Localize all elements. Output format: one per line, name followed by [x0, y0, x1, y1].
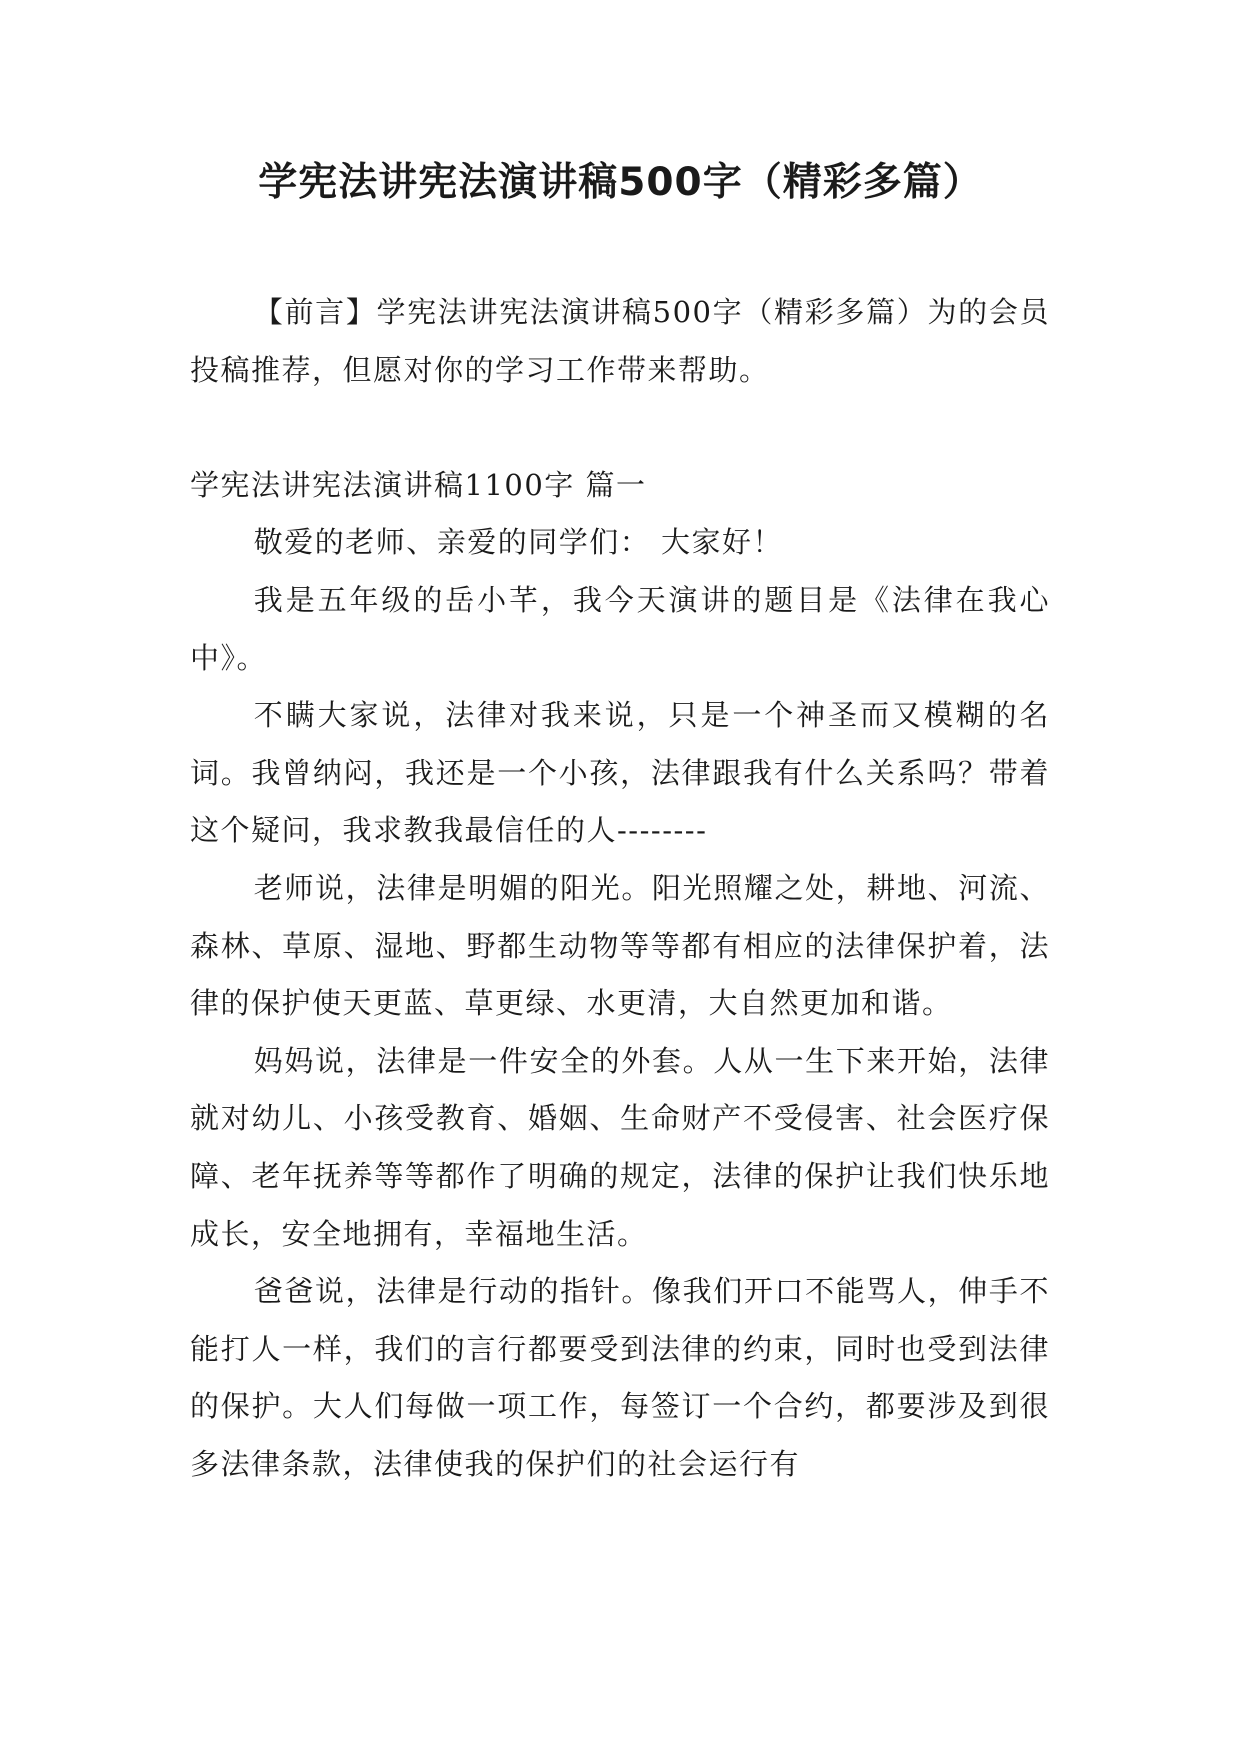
- body-paragraph-intro: 我是五年级的岳小芊，我今天演讲的题目是《法律在我心中》。: [190, 582, 1050, 675]
- body-paragraph-teacher: 老师说，法律是明媚的阳光。阳光照耀之处，耕地、河流、森林、草原、湿地、野都生动物等等都有相应的法律保护着，法律的保护使天更蓝、草更绿、水更清，大自然更加和谐。: [190, 870, 1050, 1021]
- body-paragraph-greeting: 敬爱的老师、亲爱的同学们： 大家好！: [253, 525, 784, 560]
- body-paragraph-mother: 妈妈说，法律是一件安全的外套。人从一生下来开始，法律就对幼儿、小孩受教育、婚姻、生命财产不受侵害、社会医疗保障、老年抚养等等都作了明确的规定，法律的保护让我们快乐地成长，安全地拥有，幸福地生活。: [190, 1043, 1050, 1251]
- preface-paragraph: 【前言】学宪法讲宪法演讲稿500字（精彩多篇）为的会员投稿推荐，但愿对你的学习工作带来帮助。: [190, 295, 1050, 387]
- document-body: [190, 284, 1050, 1493]
- section-heading: 学宪法讲宪法演讲稿1100字 篇一: [190, 467, 647, 502]
- body-paragraph-father: 爸爸说，法律是行动的指针。像我们开口不能骂人，伸手不能打人一样，我们的言行都要受到法律的约束，同时也受到法律的保护。大人们每做一项工作，每签订一个合约，都要涉及到很多法律条款，法律使我的保护们的社会运行有: [190, 1274, 1050, 1481]
- body-paragraph-question: 不瞒大家说，法律对我来说，只是一个神圣而又模糊的名词。我曾纳闷，我还是一个小孩，法律跟我有什么关系吗？带着这个疑问，我求教我最信任的人--------: [190, 698, 1050, 848]
- document-title: 学宪法讲宪法演讲稿500字（精彩多篇）: [258, 160, 983, 205]
